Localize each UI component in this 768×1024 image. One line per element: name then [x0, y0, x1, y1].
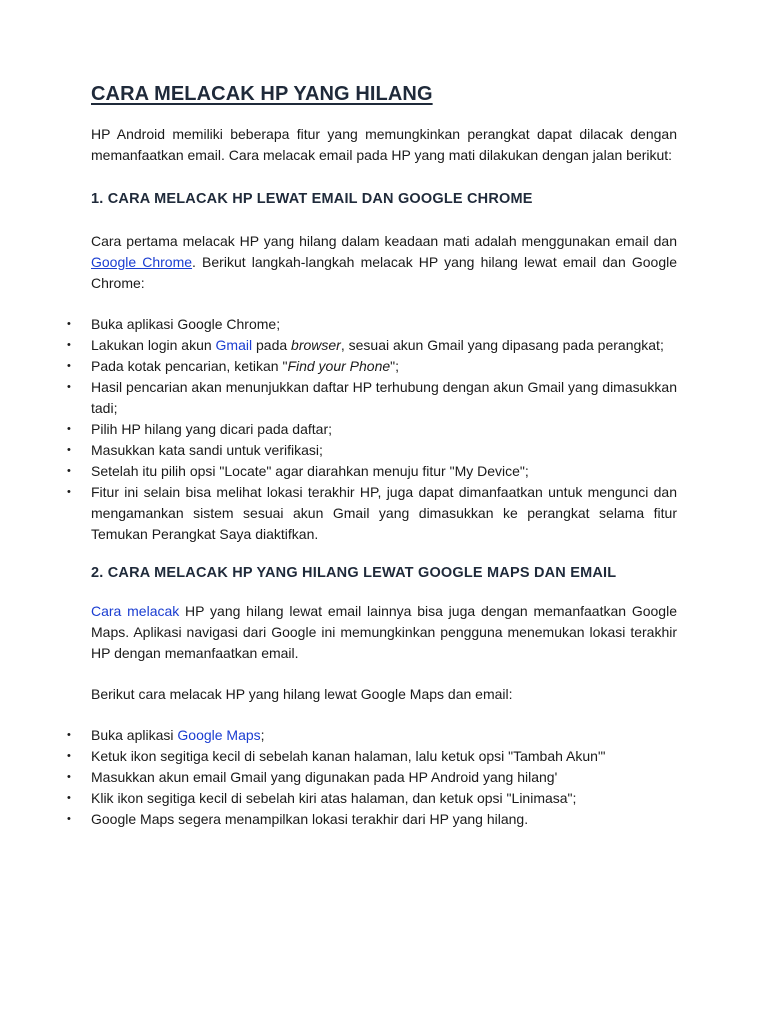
bullet-icon: • — [67, 339, 71, 351]
cara-melacak-link[interactable]: Cara melacak — [91, 603, 180, 619]
bullet-icon: • — [67, 771, 71, 783]
section2-paragraph-text: HP yang hilang lewat email lainnya bisa juga dengan memanfaatkan Google Maps. Aplikasi navigasi dari Google ini memungkinkan pengguna menemukan lokasi terakhir HP dengan memanfaatkan email. — [91, 603, 677, 661]
bullet-icon: • — [67, 318, 71, 330]
section2-heading: 2. CARA MELACAK HP YANG HILANG LEWAT GOOGLE MAPS DAN EMAIL — [91, 565, 617, 581]
list-item-text: pada — [252, 337, 292, 353]
bullet-icon: • — [67, 750, 71, 762]
section1-steps-list — [67, 314, 677, 545]
list-item — [67, 725, 677, 746]
list-item-text: , sesuai akun Gmail yang dipasang pada perangkat; — [340, 337, 664, 353]
page-title: CARA MELACAK HP YANG HILANG — [91, 83, 433, 105]
list-item — [67, 809, 677, 830]
bullet-icon: • — [67, 792, 71, 804]
list-item — [67, 314, 677, 335]
list-item — [67, 461, 677, 482]
section1-heading: 1. CARA MELACAK HP LEWAT EMAIL DAN GOOGLE CHROME — [91, 191, 533, 207]
list-item — [67, 767, 677, 788]
list-item-text: Fitur ini selain bisa melihat lokasi terakhir HP, juga dapat dimanfaatkan untuk mengunci dan mengamankan sistem sesuai akun Gmail yang dimasukkan ke perangkat selama fitur Temukan Perangkat Saya diaktifkan. — [91, 484, 677, 542]
list-item-italic-text: Find your Phone — [287, 358, 391, 374]
list-item — [67, 335, 677, 356]
section1-paragraph — [91, 231, 677, 294]
section2-paragraph — [91, 601, 677, 664]
list-item-text: Ketuk ikon segitiga kecil di sebelah kanan halaman, lalu ketuk opsi "Tambah Akun"' — [91, 748, 606, 764]
list-item — [67, 440, 677, 461]
list-item-text: Lakukan login akun — [91, 337, 216, 353]
list-item — [67, 419, 677, 440]
bullet-icon: • — [67, 444, 71, 456]
intro-paragraph: HP Android memiliki beberapa fitur yang memungkinkan perangkat dapat dilacak dengan memanfaatkan email. Cara melacak email pada HP yang mati dilakukan dengan jalan berikut: — [91, 126, 677, 163]
list-item — [67, 377, 677, 419]
list-item-text: Pilih HP hilang yang dicari pada daftar; — [91, 421, 333, 437]
section1-paragraph-text: Cara pertama melacak HP yang hilang dalam keadaan mati adalah menggunakan email dan — [91, 233, 677, 249]
list-item-text: Google Maps segera menampilkan lokasi terakhir dari HP yang hilang. — [91, 811, 529, 827]
bullet-icon: • — [67, 360, 71, 372]
bullet-icon: • — [67, 381, 71, 393]
bullet-icon: • — [67, 729, 71, 741]
gmail-link[interactable]: Gmail — [215, 337, 253, 353]
section1-paragraph-text-2: . Berikut langkah-langkah melacak HP yang hilang lewat email dan Google Chrome: — [91, 254, 677, 291]
list-item-text: Masukkan akun email Gmail yang digunakan pada HP Android yang hilang' — [91, 769, 558, 785]
article-body — [67, 80, 677, 830]
list-item-text: Pada kotak pencarian, ketikan " — [91, 358, 288, 374]
list-item-text: Setelah itu pilih opsi "Locate" agar diarahkan menuju fitur "My Device"; — [91, 463, 529, 479]
google-chrome-link[interactable]: Google Chrome — [91, 254, 193, 270]
section2-steps-list — [67, 725, 677, 830]
section2-paragraph-2: Berikut cara melacak HP yang hilang lewat Google Maps dan email: — [91, 686, 513, 702]
list-item-text: "; — [390, 358, 400, 374]
list-item-text: ; — [260, 727, 265, 743]
list-item-text: Masukkan kata sandi untuk verifikasi; — [91, 442, 323, 458]
list-item-text: Buka aplikasi — [91, 727, 178, 743]
list-item-text: Klik ikon segitiga kecil di sebelah kiri atas halaman, dan ketuk opsi "Linimasa"; — [91, 790, 577, 806]
list-item — [67, 788, 677, 809]
list-item — [67, 746, 677, 767]
list-item — [67, 482, 677, 545]
list-item — [67, 356, 677, 377]
list-item-text: Hasil pencarian akan menunjukkan daftar HP terhubung dengan akun Gmail yang dimasukkan tadi; — [91, 379, 677, 416]
bullet-icon: • — [67, 423, 71, 435]
list-item-italic-text: browser — [291, 337, 341, 353]
bullet-icon: • — [67, 465, 71, 477]
google-maps-link[interactable]: Google Maps — [177, 727, 261, 743]
bullet-icon: • — [67, 486, 71, 498]
list-item-text: Buka aplikasi Google Chrome; — [91, 316, 281, 332]
bullet-icon: • — [67, 813, 71, 825]
